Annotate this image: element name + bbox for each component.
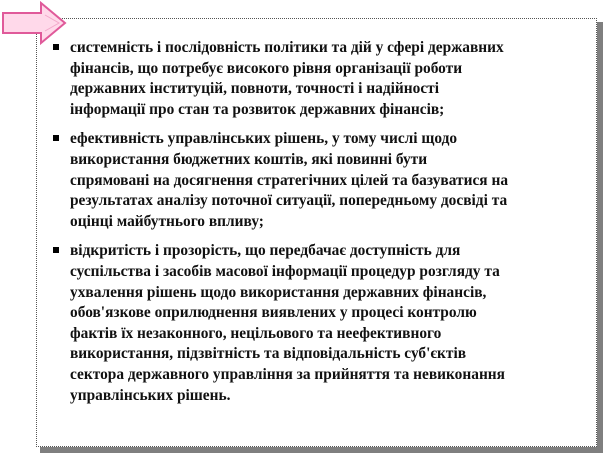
bullet-text-line: використання бюджетних коштів, які повинні бути: [70, 150, 428, 168]
bullet-text-line: результатах аналізу поточної ситуації, попередньому досвіді та: [70, 192, 508, 210]
bullet-text-line: ефективність управлінських рішень, у тому числі щодо: [70, 130, 458, 148]
bullet-text-line: управлінських рішень.: [70, 386, 231, 404]
bullet-text-line: суспільства і засобів масової інформації процедур розгляду та: [70, 262, 500, 280]
bullet-text-line: фінансів, що потребує високого рівня організації роботи: [70, 59, 463, 77]
bullet-text-line: використання, підзвітність та відповідальність суб'єктів: [70, 345, 467, 363]
bullet-list: [48, 38, 594, 415]
bullet-text-line: оцінці майбутнього впливу;: [70, 212, 264, 230]
bullet-text-line: фактів їх незаконного, нецільового та неефективного: [70, 324, 442, 342]
bullet-square-icon: [53, 44, 59, 50]
bullet-text-line: сектора державного управління за прийняття та невиконання: [70, 365, 506, 383]
bullet-item: [48, 38, 594, 120]
bullet-text-line: ухвалення рішень щодо використання державних фінансів,: [70, 283, 487, 301]
bullet-text-line: спрямовані на досягнення стратегічних цілей та базуватися на: [70, 171, 509, 189]
bullet-text-line: системність і послідовність політики та дій у сфері державних: [70, 39, 504, 56]
bullet-square-icon: [53, 247, 59, 253]
bullet-square-icon: [53, 135, 59, 141]
bullet-text-line: державних інституцій, повноти, точності і надійності: [70, 80, 440, 98]
bullet-item: [48, 129, 594, 232]
bullet-item: [48, 241, 594, 406]
bullet-text-line: обов'язкове оприлюднення виявлених у процесі контролю: [70, 304, 477, 322]
bullet-text-line: інформації про стан та розвиток державних фінансів;: [70, 100, 445, 118]
bullet-text-line: відкритість і прозорість, що передбачає доступність для: [70, 242, 461, 260]
